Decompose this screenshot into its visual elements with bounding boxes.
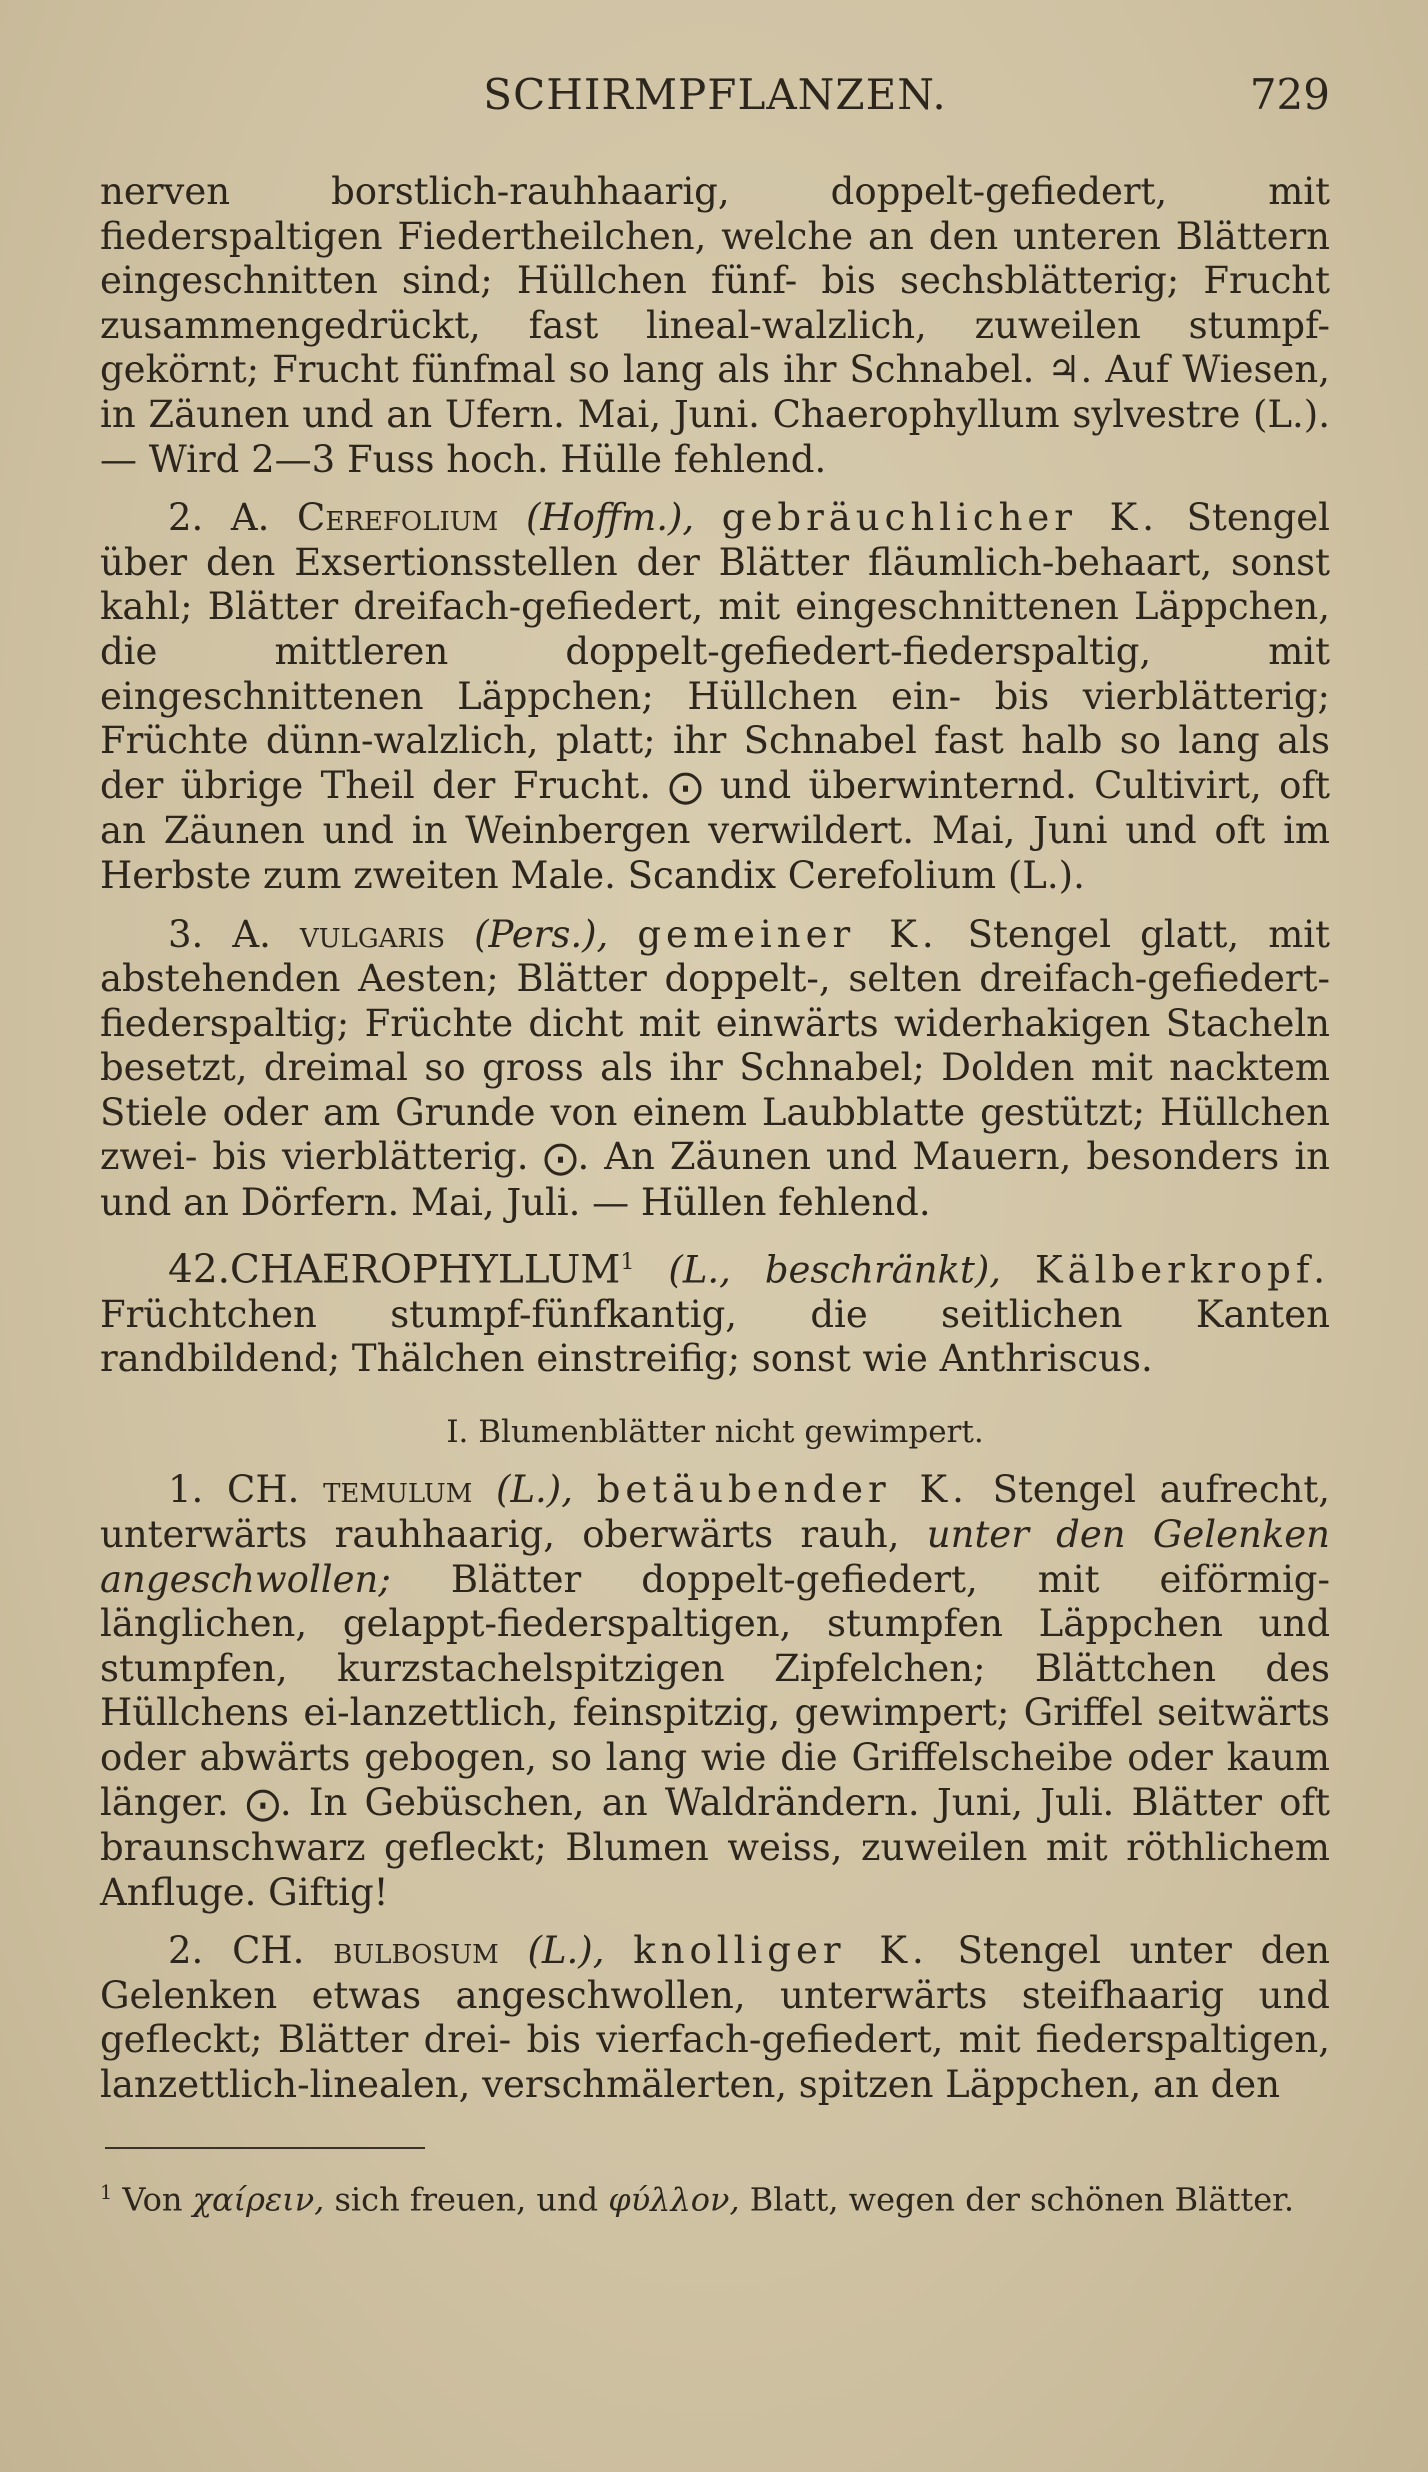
description-continued: Blätter doppelt-gefiedert, mit eiförmig-länglichen, gelappt-fiederspaltigen, stumpfen Läppchen und stumpfen, kurzstachelspitzigen Zipfelchen; Blättchen des Hüllchens ei-lanzettlich, feinspitzig, gewimpert; Griffel seitwärts oder abwärts gebogen, so lang wie die Griffelscheibe oder kaum länger. [100,1557,1330,1824]
description: Stengel unter den Gelenken etwas angeschwollen, unterwärts steifhaarig und gefleckt; Blätter drei- bis vierfach-gefiedert, mit fiederspaltigen, lanzettlich-linealen, verschmälerten, spitzen Läppchen, an den [100,1929,1330,2107]
footnote-number: 1 [100,2181,113,2204]
common-name: gemeiner K. [637,912,939,956]
greek-word: φύλλον, [608,2180,740,2219]
entry-number: 2. CH. [168,1929,305,1973]
genus-author: (L., beschränkt), [668,1247,1002,1291]
entry-number: 1. CH. [168,1468,300,1512]
footnote [100,2172,1330,2221]
genus-common-name: Kälberkropf. [1034,1247,1330,1291]
species-entry-bulbosum [100,1929,1330,2107]
genus-description: Früchtchen stumpf-fünfkantig, die seitlichen Kanten randbildend; Thälchen einstreifig; sonst wie Anthriscus. [100,1292,1330,1381]
genus-entry-chaerophyllum [100,1240,1330,1382]
footnote-text: sich freuen, und [334,2180,599,2219]
genus-number: 42. [168,1246,231,1292]
species-author: (Hoffm.), [525,496,695,540]
page-number: 729 [1249,70,1330,119]
running-title: SCHIRMPFLANZEN. [483,70,947,119]
common-name: knolliger K. [633,1929,929,1973]
species-name: Cerefolium [297,496,499,540]
description-continued: und überwinternd. Cultivirt, oft an Zäunen und in Weinbergen verwildert. Mai, Juni und oft im Herbste zum zweiten Male. Scandix Cerefolium (L.). [100,763,1331,897]
species-name: bulbosum [333,1929,499,1973]
footnote-text: Von [122,2180,183,2219]
section-heading: I. Blumenblätter nicht gewimpert. [446,1413,984,1450]
footnote-marker: 1 [620,1248,635,1275]
page-header [100,70,1330,130]
entry-number: 3. A. [168,912,271,956]
description: Stengel glatt, mit abstehenden Aesten; Blätter doppelt-, selten dreifach-gefiedert-fiederspaltig; Früchte dicht mit einwärts widerhakigen Stacheln besetzt, dreimal so gross als ihr Schnabel; Dolden mit nacktem Stiele oder am Grunde von einem Laubblatte gestützt; Hüllchen zwei- bis vierblätterig. [100,912,1330,1179]
species-entry-cerefolium [100,496,1330,898]
species-name: temulum [323,1468,473,1512]
description-end: . In Gebüschen, an Waldrändern. Juni, Juli. Blätter oft braunschwarz gefleckt; Blumen weiss, zuweilen mit röthlichem Anfluge. Giftig! [100,1780,1330,1914]
species-author: (L.), [496,1468,573,1512]
species-name: vulgaris [299,912,446,956]
common-name: betäubender K. [596,1468,969,1512]
annual-symbol-icon: ⨀ [543,1138,578,1179]
description-continued: . An Zäunen und Mauern, besonders in und an Dörfern. Mai, Juli. — Hüllen fehlend. [100,1135,1330,1225]
species-entry-vulgaris [100,913,1330,1226]
italic-phrase: unter den Gelenken angeschwollen; [100,1512,1330,1601]
annual-symbol-icon: ⨀ [245,1783,280,1824]
description: Stengel aufrecht, unterwärts rauhhaarig, oberwärts rauh, [100,1468,1330,1556]
species-author: (L.), [527,1929,605,1973]
annual-symbol-icon: ⨀ [668,766,703,807]
description: Stengel über den Exsertionsstellen der Blätter fläumlich-behaart, sonst kahl; Blätter dreifach-gefiedert, mit eingeschnittenen Läppchen, die mittleren doppelt-gefiedert-fiederspaltig, mit eingeschnittenen Läppchen; Hüllchen ein- bis vierblätterig; Früchte dünn-walzlich, platt; ihr Schnabel fast halb so lang als der übrige Theil der Frucht. [100,496,1330,807]
species-author: (Pers.), [474,912,609,956]
entry-number: 2. A. [168,496,270,540]
species-entry-temulum [100,1468,1330,1915]
body-text [100,170,1330,2108]
paragraph-continuation: nerven borstlich-rauhhaarig, doppelt-gefiedert, mit fiederspaltigen Fiedertheilchen, welche an den unteren Blättern eingeschnitten sind; Hüllchen fünf- bis sechsblätterig; Frucht zusammengedrückt, fast lineal-walzlich, zuweilen stumpf-gekörnt; Frucht fünfmal so lang als ihr Schnabel. ♃. Auf Wiesen, in Zäunen und an Ufern. Mai, Juni. Chaerophyllum sylvestre (L.). — Wird 2—3 Fuss hoch. Hülle fehlend. [100,170,1330,481]
greek-word: χαίρειν, [192,2180,325,2219]
genus-name: CHAEROPHYLLUM [230,1246,621,1292]
common-name: gebräuchlicher K. [721,496,1160,540]
footnote-divider [105,2147,425,2149]
footnote-text: Blatt, wegen der schönen Blätter. [749,2180,1295,2219]
